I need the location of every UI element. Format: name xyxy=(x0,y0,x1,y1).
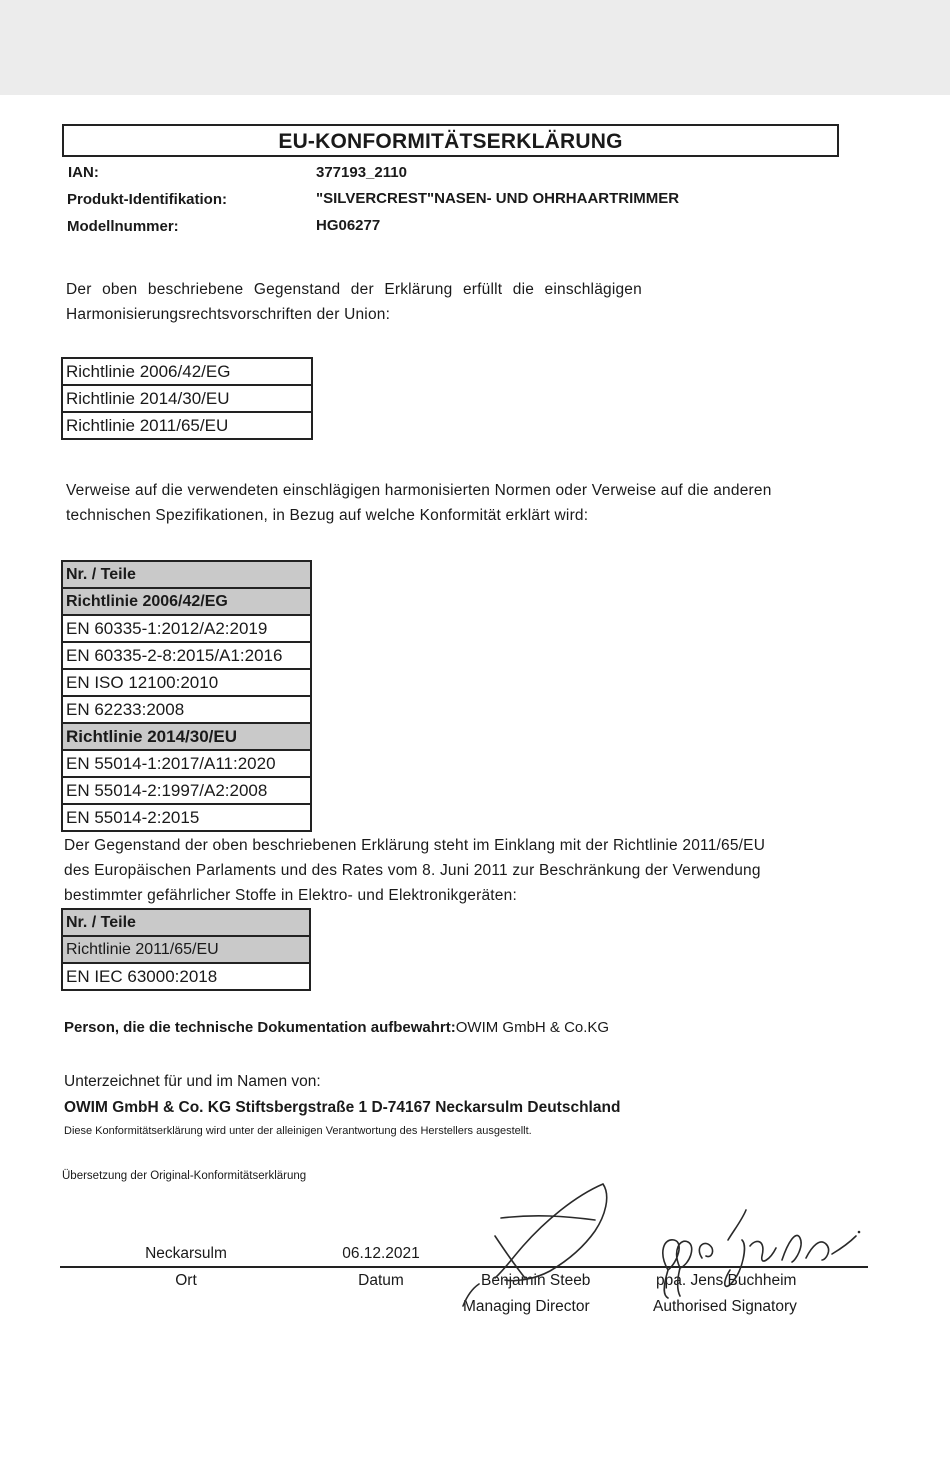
intro-paragraph xyxy=(66,277,706,327)
place-label: Ort xyxy=(175,1272,197,1289)
standards-row: EN ISO 12100:2010 xyxy=(62,669,311,696)
standards-row: EN 60335-1:2012/A2:2019 xyxy=(62,615,311,642)
standards-group-row: Richtlinie 2014/30/EU xyxy=(62,723,311,750)
references-line-2: technischen Spezifikationen, in Bezug auf welche Konformität erklärt wird: xyxy=(66,507,589,524)
standards-row: EN 62233:2008 xyxy=(62,696,311,723)
references-line-1: Verweise auf die verwendeten einschlägigen harmonisierten Normen oder Verweise auf die anderen xyxy=(66,482,772,499)
signature-benjamin-steeb xyxy=(455,1176,625,1316)
rohs-paragraph xyxy=(64,833,844,908)
references-paragraph xyxy=(66,478,846,528)
standards-row: EN 55014-1:2017/A11:2020 xyxy=(62,750,311,777)
translation-note: Übersetzung der Original-Konformitätserklärung xyxy=(62,1170,307,1182)
documentation-person xyxy=(64,1019,609,1036)
rohs-table-header: Nr. / Teile xyxy=(62,909,310,936)
directive-row: Richtlinie 2006/42/EG xyxy=(62,358,312,385)
standards-table-header: Nr. / Teile xyxy=(62,561,311,588)
product-id-value: "SILVERCREST"NASEN- UND OHRHAARTRIMMER xyxy=(316,190,680,207)
responsibility-note: Diese Konformitätserklärung wird unter der alleinigen Verantwortung des Herstellers ausgestellt. xyxy=(64,1125,532,1137)
rohs-line-2: des Europäischen Parlaments und des Rates vom 8. Juni 2011 zur Beschränkung der Verwendung xyxy=(64,862,761,879)
signer1-role: Managing Director xyxy=(463,1298,590,1315)
intro-line-1: Der oben beschriebene Gegenstand der Erklärung erfüllt die einschlägigen xyxy=(66,281,642,298)
signer2-role: Authorised Signatory xyxy=(653,1298,797,1315)
model-number-label: Modellnummer: xyxy=(67,218,179,235)
date-value: 06.12.2021 xyxy=(342,1245,420,1262)
rohs-row: EN IEC 63000:2018 xyxy=(62,963,310,990)
intro-line-2: Harmonisierungsrechtsvorschriften der Union: xyxy=(66,306,391,323)
directive-row: Richtlinie 2011/65/EU xyxy=(62,412,312,439)
documentation-person-label: Person, die die technische Dokumentation aufbewahrt: xyxy=(64,1019,456,1036)
signer2-name: ppa. Jens Buchheim xyxy=(656,1272,797,1289)
standards-row: EN 55014-2:1997/A2:2008 xyxy=(62,777,311,804)
ian-label: IAN: xyxy=(68,164,99,181)
directives-table xyxy=(61,357,313,440)
date-label: Datum xyxy=(358,1272,404,1289)
company-address: OWIM GmbH & Co. KG Stiftsbergstraße 1 D-74167 Neckarsulm Deutschland xyxy=(64,1099,621,1116)
standards-group-row: Richtlinie 2006/42/EG xyxy=(62,588,311,615)
rohs-group-row: Richtlinie 2011/65/EU xyxy=(62,936,310,963)
model-number-value: HG06277 xyxy=(316,217,381,234)
document-title: EU-KONFORMITÄTSERKLÄRUNG xyxy=(62,124,839,157)
top-bar xyxy=(0,0,950,95)
standards-row: EN 55014-2:2015 xyxy=(62,804,311,831)
place-value: Neckarsulm xyxy=(145,1245,227,1262)
standards-table xyxy=(61,560,312,832)
standards-row: EN 60335-2-8:2015/A1:2016 xyxy=(62,642,311,669)
signed-for-label: Unterzeichnet für und im Namen von: xyxy=(64,1073,321,1090)
product-id-label: Produkt-Identifikation: xyxy=(67,191,227,208)
ian-value: 377193_2110 xyxy=(316,164,407,181)
signer1-name: Benjamin Steeb xyxy=(481,1272,591,1289)
rohs-line-3: bestimmter gefährlicher Stoffe in Elektro- und Elektronikgeräten: xyxy=(64,887,517,904)
signature-jens-buchheim xyxy=(650,1200,870,1300)
documentation-person-value: OWIM GmbH & Co.KG xyxy=(455,1019,610,1036)
rohs-table xyxy=(61,908,311,991)
rohs-line-1: Der Gegenstand der oben beschriebenen Erklärung steht im Einklang mit der Richtlinie 2011/65/EU xyxy=(64,837,766,854)
directive-row: Richtlinie 2014/30/EU xyxy=(62,385,312,412)
